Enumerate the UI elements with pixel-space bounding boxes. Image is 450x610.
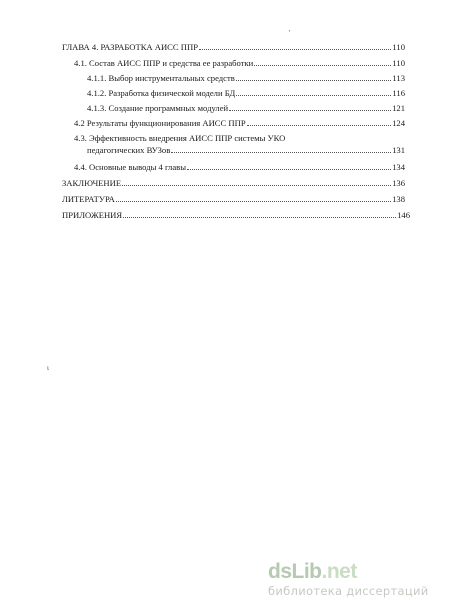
leader-dots	[199, 42, 391, 50]
toc-entry-conclusion[interactable]	[62, 178, 405, 189]
leader-dots	[229, 103, 391, 111]
toc-entry-title: педагогических ВУЗов	[87, 145, 171, 155]
toc-entry-page: 136	[392, 178, 405, 188]
toc-entry-title: 4.1. Состав АИСС ППР и средства ее разработки	[74, 58, 254, 68]
logo-text-dslib: dsLib	[268, 560, 322, 583]
toc-entry-page: 116	[392, 88, 405, 98]
toc-entry-appendices[interactable]	[62, 210, 410, 221]
toc-entry-4-1-3[interactable]	[87, 103, 405, 114]
toc-entry-title: 4.2 Результаты функционирования АИСС ППР	[74, 118, 246, 128]
toc-entry-4-4[interactable]	[74, 162, 405, 173]
leader-dots	[247, 118, 392, 126]
leader-dots	[236, 88, 391, 96]
toc-entry-title: ГЛАВА 4. РАЗРАБОТКА АИСС ППР	[62, 42, 198, 52]
toc-entry-page: 121	[392, 103, 405, 113]
leader-dots	[254, 58, 391, 66]
toc-entry-literature[interactable]	[62, 194, 405, 205]
toc-entry-title: ЗАКЛЮЧЕНИЕ	[62, 178, 122, 188]
logo-text-net: .net	[321, 560, 357, 583]
toc-entry-page: 131	[392, 145, 405, 155]
scan-speck: ι	[47, 364, 49, 372]
toc-entry-title: 4.1.3. Создание программных модулей	[87, 103, 229, 113]
leader-dots	[236, 73, 392, 81]
leader-dots	[187, 162, 391, 170]
dslib-logo	[268, 560, 357, 584]
toc-entry-title: 4.1.1. Выбор инструментальных средств	[87, 73, 235, 83]
toc-entry-page: 138	[392, 194, 405, 204]
toc-entry-4-2[interactable]	[74, 118, 405, 129]
scan-speck: '	[289, 29, 291, 37]
toc-entry-page: 113	[392, 73, 405, 83]
toc-entry-4-1[interactable]	[74, 58, 405, 69]
watermark-subtitle: библиотека диссертаций	[268, 584, 429, 598]
leader-dots	[116, 194, 391, 202]
toc-entry-page: 124	[392, 118, 405, 128]
toc-entry-title: 4.1.2. Разработка физической модели БД	[87, 88, 236, 98]
toc-entry-page: 110	[392, 42, 405, 52]
toc-entry-title: ПРИЛОЖЕНИЯ	[62, 210, 123, 220]
toc-entry-chapter-4[interactable]	[62, 42, 405, 53]
toc-entry-page: 134	[392, 162, 405, 172]
toc-entry-4-1-1[interactable]	[87, 73, 405, 84]
toc-entry-title: ЛИТЕРАТУРА	[62, 194, 115, 204]
toc-entry-4-3-line1: 4.3. Эффективность внедрения АИСС ППР системы УКО	[74, 133, 286, 143]
toc-entry-page: 146	[397, 210, 410, 220]
leader-dots	[123, 210, 396, 218]
toc-entry-page: 110	[392, 58, 405, 68]
toc-entry-4-3[interactable]	[87, 145, 405, 156]
toc-entry-4-1-2[interactable]	[87, 88, 405, 99]
dslib-watermark	[268, 556, 438, 600]
leader-dots	[171, 145, 391, 153]
leader-dots	[122, 178, 391, 186]
toc-entry-title: 4.4. Основные выводы 4 главы	[74, 162, 186, 172]
